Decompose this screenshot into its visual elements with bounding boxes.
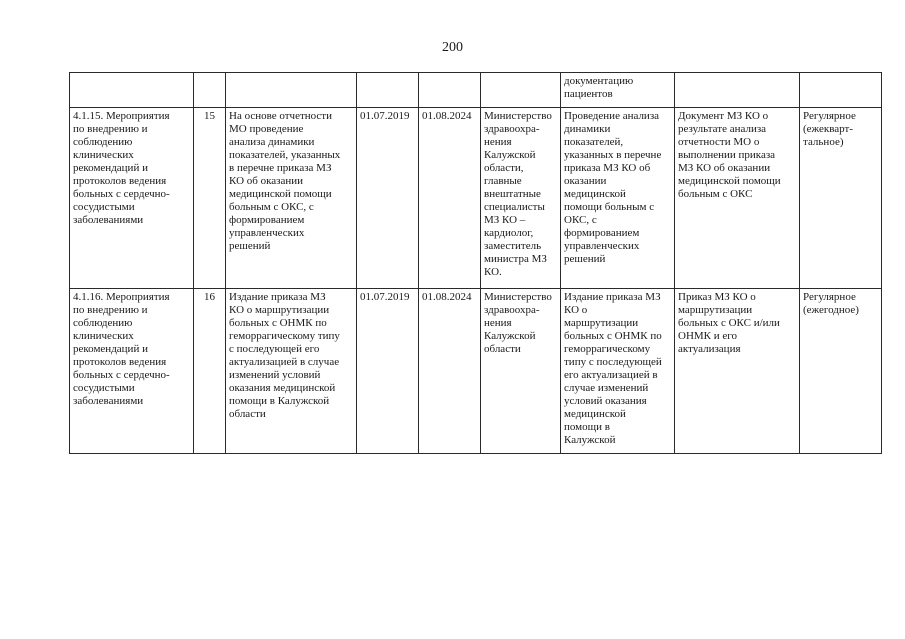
action-plan-table — [69, 72, 882, 454]
cell-end-date: 01.08.2024 — [419, 108, 481, 289]
cell-end-date: 01.08.2024 — [419, 289, 481, 454]
table-row — [70, 108, 882, 289]
cell-measure: 4.1.16. Мероприятия по внедрению и соблюдению клинических рекомендаций и протоколов ведения больных с сердечно- сосудистыми заболеваниями — [70, 289, 194, 454]
cell-result: Проведение анализа динамики показателей, указанных в перечне приказа МЗ КО об оказании медицинской помощи больным с ОКС, с формированием управленческих решений — [561, 108, 675, 289]
cell-result: документацию пациентов — [561, 73, 675, 108]
cell-periodicity: Регулярное (ежегодное) — [800, 289, 882, 454]
cell-responsible — [481, 73, 561, 108]
cell-number: 16 — [194, 289, 226, 454]
cell-measure: 4.1.15. Мероприятия по внедрению и соблюдению клинических рекомендаций и протоколов ведения больных с сердечно- сосудистыми заболеваниями — [70, 108, 194, 289]
cell-document — [675, 73, 800, 108]
table-row — [70, 289, 882, 454]
cell-start-date: 01.07.2019 — [357, 108, 419, 289]
cell-start-date: 01.07.2019 — [357, 289, 419, 454]
cell-content: Издание приказа МЗ КО о маршрутизации больных с ОНМК по геморрагическому типу с последующей его актуализацией в случае изменений условий оказания медицинской помощи в Калужской области — [226, 289, 357, 454]
cell-document: Документ МЗ КО о результате анализа отчетности МО о выполнении приказа МЗ КО об оказании медицинской помощи больным с ОКС — [675, 108, 800, 289]
cell-periodicity: Регулярное (ежекварт- тальное) — [800, 108, 882, 289]
table-row-continuation — [70, 73, 882, 108]
cell-end-date — [419, 73, 481, 108]
page-number: 200 — [442, 40, 463, 55]
cell-number — [194, 73, 226, 108]
cell-responsible: Министерство здравоохра- нения Калужской области — [481, 289, 561, 454]
cell-document: Приказ МЗ КО о маршрутизации больных с ОКС и/или ОНМК и его актуализация — [675, 289, 800, 454]
cell-responsible: Министерство здравоохра- нения Калужской области, главные внештатные специалисты МЗ КО – кардиолог, заместитель министра МЗ КО. — [481, 108, 561, 289]
cell-content — [226, 73, 357, 108]
cell-start-date — [357, 73, 419, 108]
cell-measure — [70, 73, 194, 108]
cell-number: 15 — [194, 108, 226, 289]
cell-result: Издание приказа МЗ КО о маршрутизации больных с ОНМК по геморрагическому типу с последующей его актуализацией в случае изменений условий оказания медицинской помощи в Калужской — [561, 289, 675, 454]
cell-content: На основе отчетности МО проведение анализа динамики показателей, указанных в перечне приказа МЗ КО об оказании медицинской помощи больным с ОКС, с формированием управленческих решений — [226, 108, 357, 289]
cell-periodicity — [800, 73, 882, 108]
